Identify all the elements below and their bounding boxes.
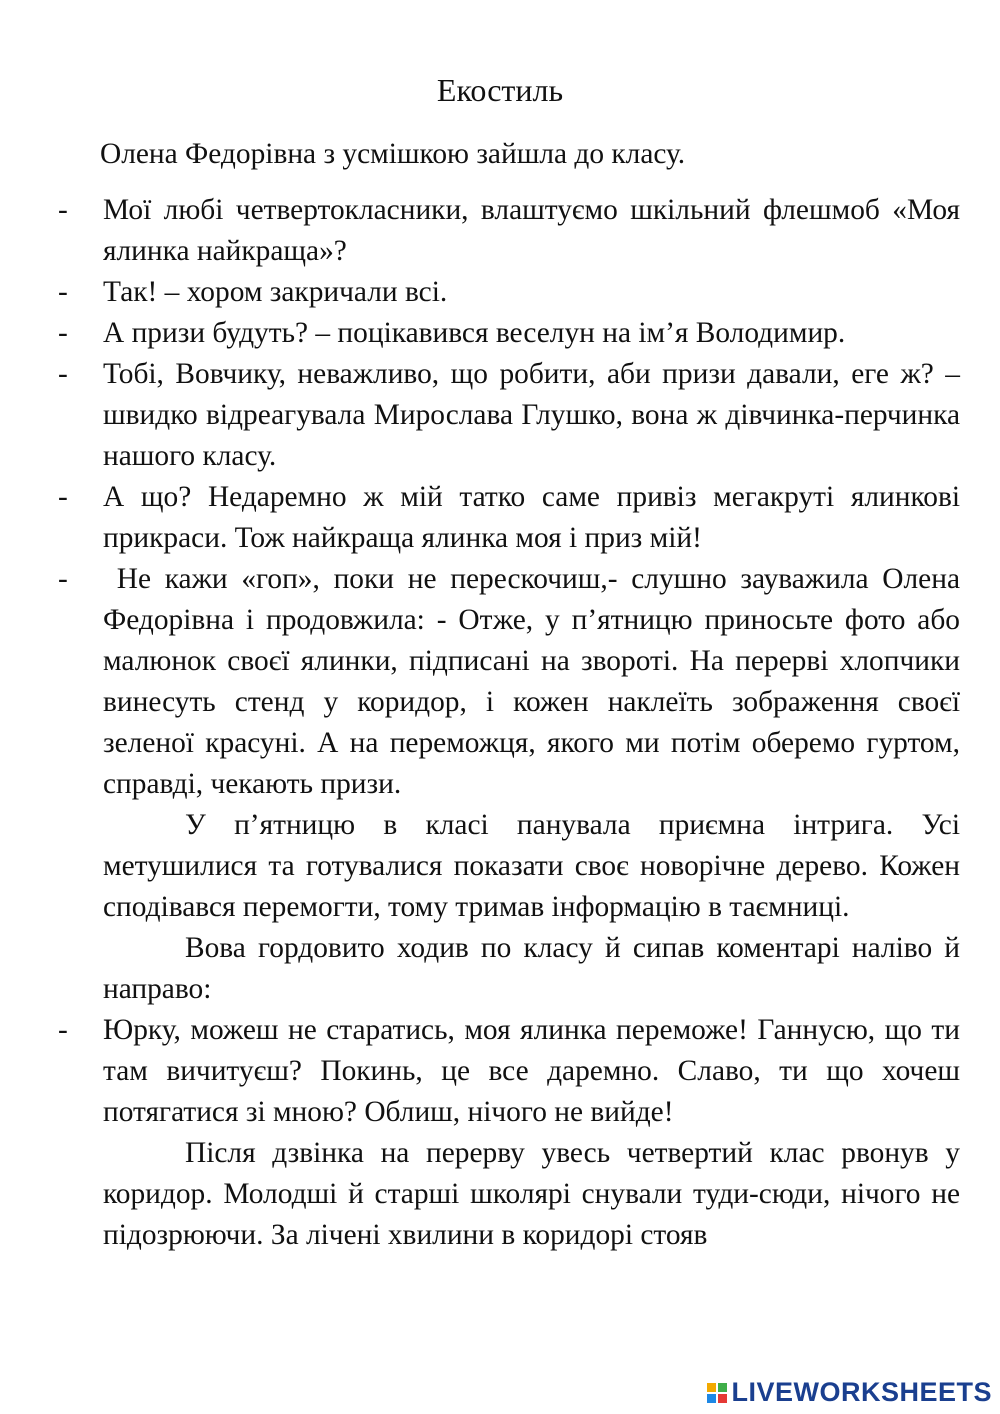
dialogue-dash: -: [58, 563, 68, 595]
narration-paragraph: Після дзвінка на перерву увесь четвертий клас рвонув у коридор. Молодші й старші школярі снували туди-сюди, нічого не підозрюючи. За лічені хвилини в коридорі стояв: [103, 1137, 960, 1251]
dialogue-line: [58, 354, 960, 477]
dialogue-line: [58, 1010, 960, 1133]
dialogue-text: Не кажи «гоп», поки не перескочиш,- слушно зауважила Олена Федорівна і продовжила: - Отже, у п’ятницю приносьте фото або малюнок своєї ялинки, підписані на звороті. На перерві хлопчики винесуть стенд у коридор, і кожен наклеїть зображення своєї зеленої красуні. А на переможця, якого ми потім оберемо гуртом, справді, чекають призи.: [103, 563, 968, 800]
dialogue-dash: -: [58, 481, 68, 513]
logo-square: [707, 1394, 716, 1403]
dialogue-line: [58, 190, 960, 272]
logo-square: [707, 1383, 716, 1392]
dialogue-line: [58, 313, 960, 354]
dialogue-dash: -: [58, 1014, 68, 1046]
intro-paragraph: Олена Федорівна з усмішкою зайшла до класу.: [100, 138, 686, 170]
dialogue-text: А призи будуть? – поцікавився веселун на ім’я Володимир.: [103, 317, 846, 349]
narration-paragraph: Вова гордовито ходив по класу й сипав коментарі наліво й направо:: [103, 932, 960, 1005]
dialogue-group-2: [58, 1010, 960, 1133]
narration-paragraph: У п’ятницю в класі панувала приємна інтрига. Усі метушилися та готувалися показати своє новорічне дерево. Кожен сподівався перемогти, тому тримав інформацію в таємниці.: [103, 809, 960, 923]
dialogue-line: [58, 477, 960, 559]
document-title: Екостиль: [436, 72, 564, 108]
dialogue-group-1: [58, 190, 968, 805]
dialogue-text: Тобі, Вовчику, неважливо, що робити, аби призи давали, еге ж? – швидко відреагувала Мирослава Глушко, вона ж дівчинка-перчинка нашого класу.: [103, 358, 960, 472]
dialogue-text: А що? Недаремно ж мій татко саме привіз мегакруті ялинкові прикраси. Тож найкраща ялинка моя і приз мій!: [103, 481, 960, 554]
dialogue-dash: -: [58, 358, 68, 390]
liveworksheets-logo[interactable]: [707, 1377, 992, 1408]
dialogue-text: Юрку, можеш не старатись, моя ялинка переможе! Ганнусю, що ти там вичитуєш? Покинь, це все даремно. Славо, ти що хочеш потягатися зі мною? Облиш, нічого не вийде!: [103, 1014, 960, 1128]
dialogue-text: Мої любі четвертокласники, влаштуємо шкільний флешмоб «Моя ялинка найкраща»?: [103, 194, 960, 267]
document-body: [58, 134, 968, 1256]
liveworksheets-brand-text: LIVEWORKSHEETS: [731, 1377, 992, 1407]
liveworksheets-logo-icon: [707, 1383, 727, 1403]
dialogue-dash: -: [58, 276, 68, 308]
dialogue-dash: -: [58, 317, 68, 349]
logo-square: [718, 1383, 727, 1392]
dialogue-line: [58, 272, 960, 313]
dialogue-line: [58, 559, 968, 805]
dialogue-dash: -: [58, 194, 68, 226]
dialogue-text: Так! – хором закричали всі.: [103, 276, 448, 308]
logo-square: [718, 1394, 727, 1403]
